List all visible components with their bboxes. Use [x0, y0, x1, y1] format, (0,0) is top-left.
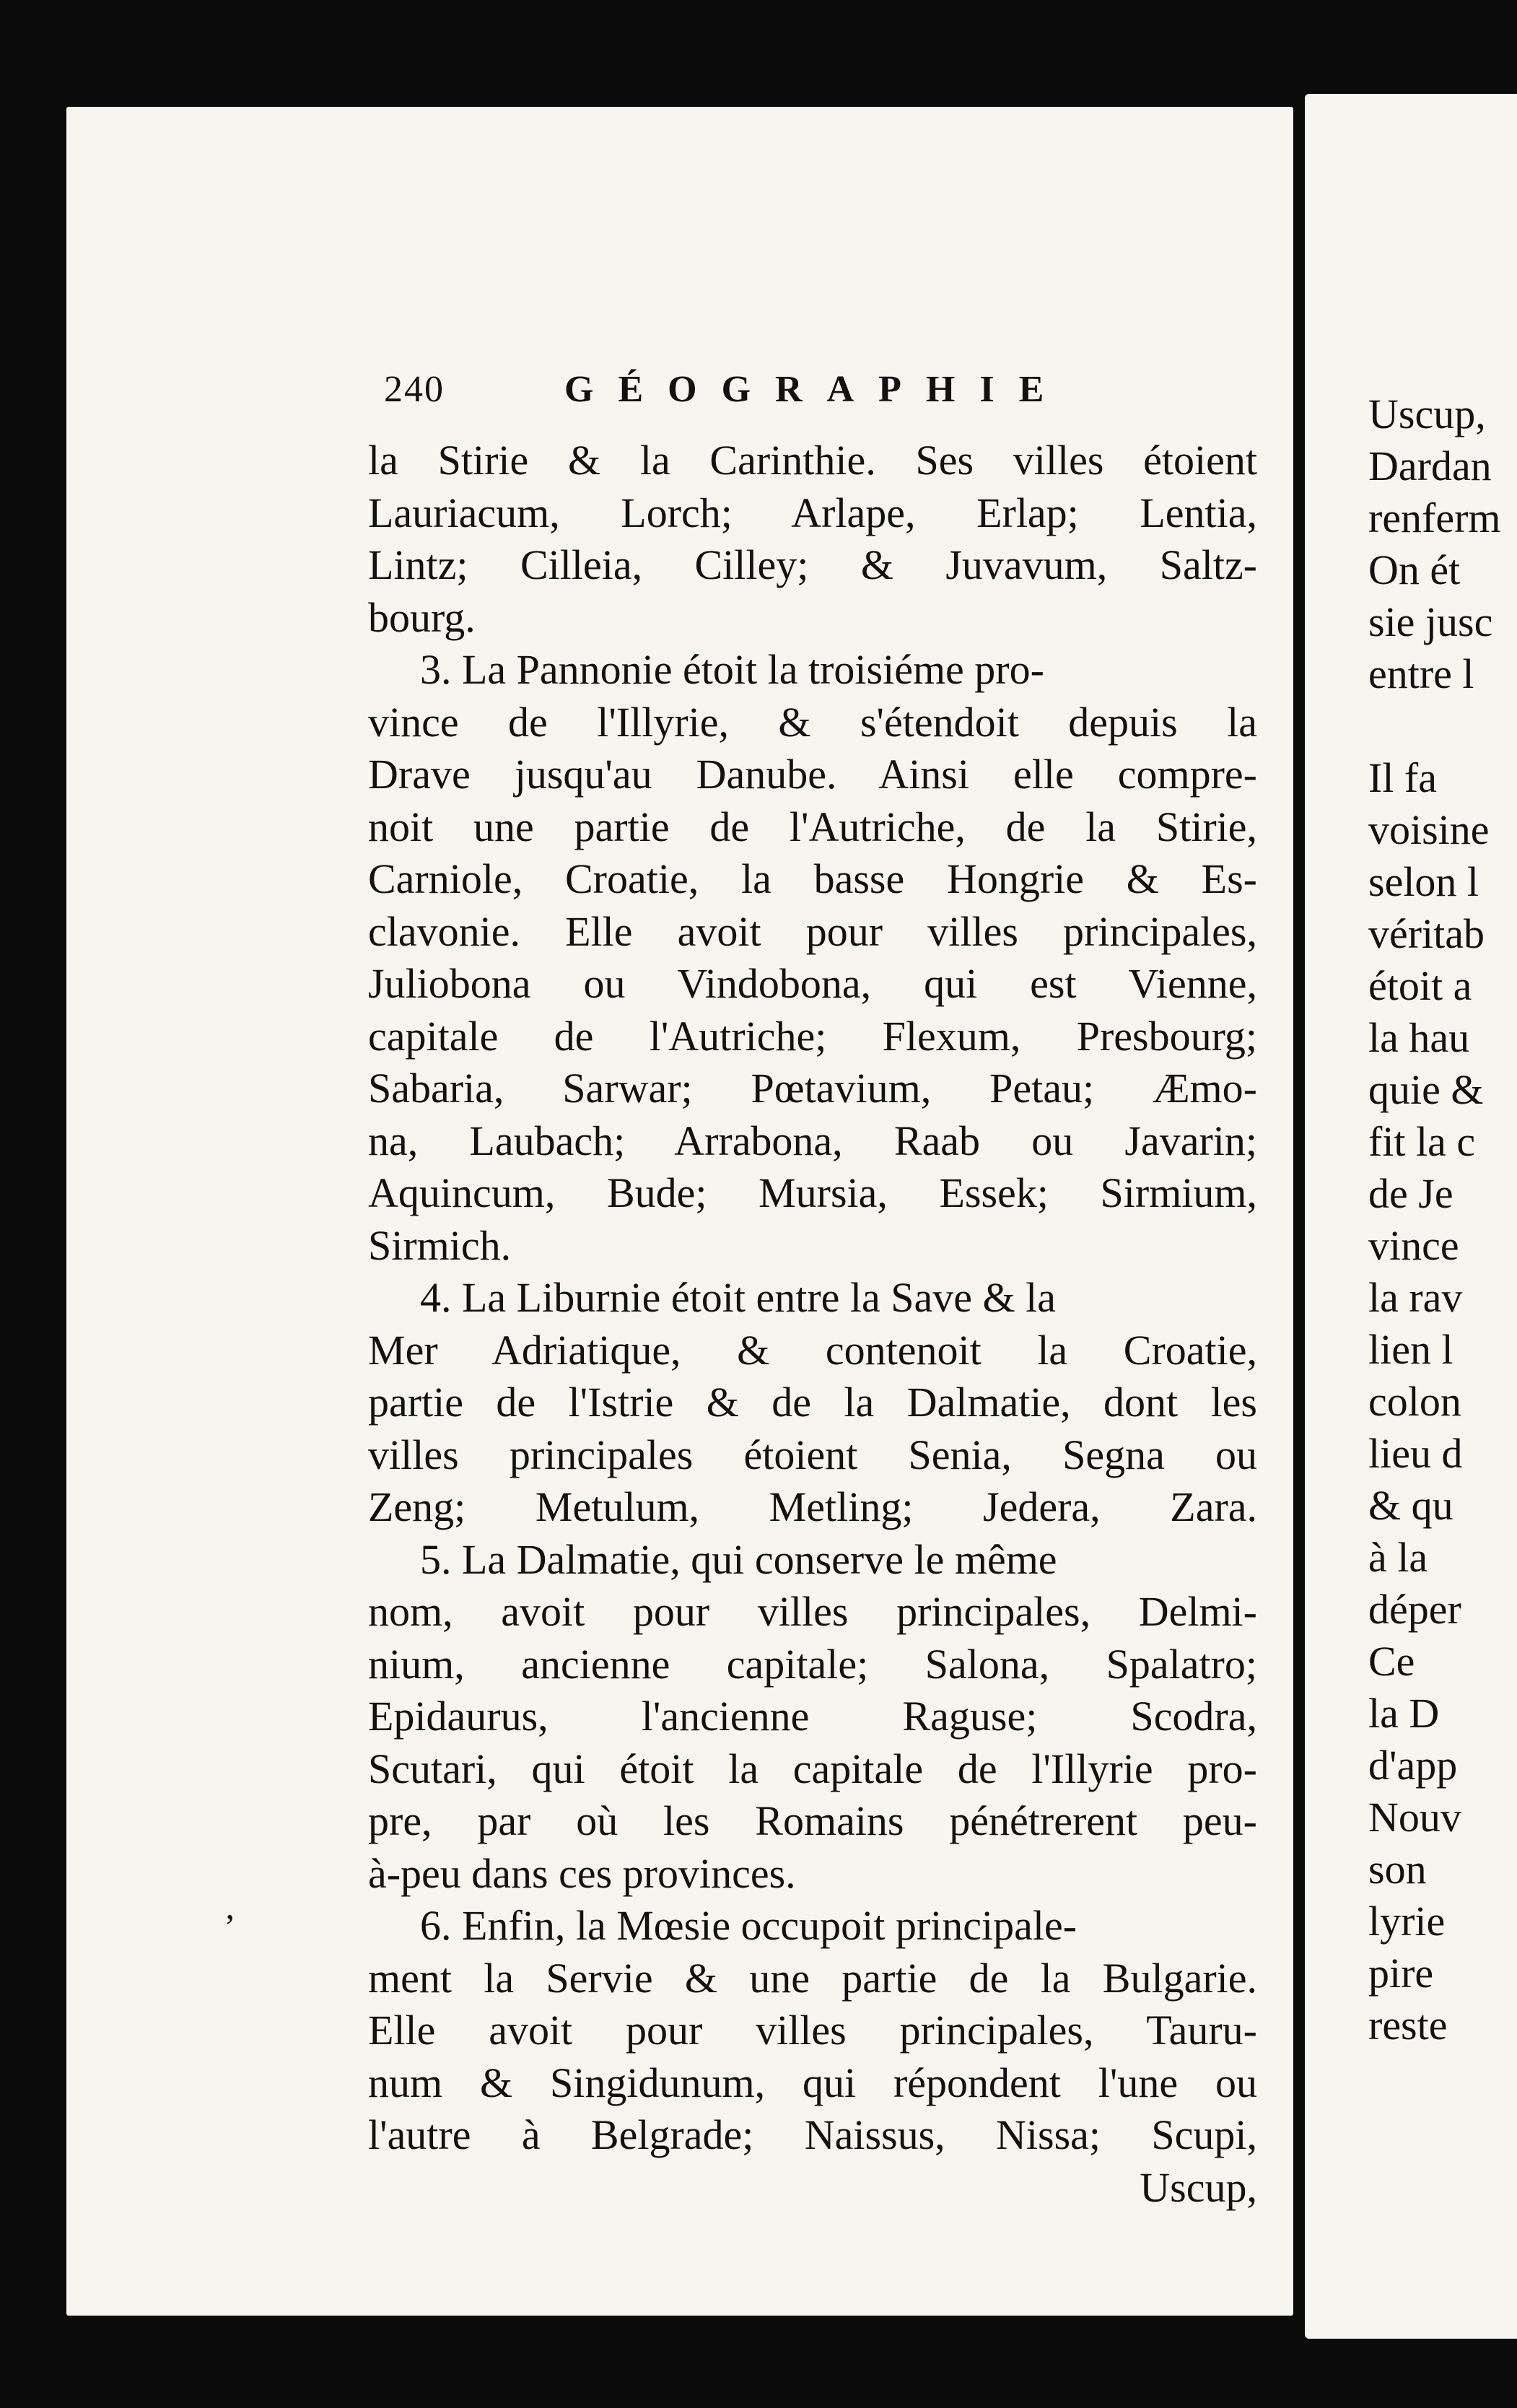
text-line: Lintz; Cilleia, Cilley; & Juvavum, Saltz-	[368, 541, 1257, 588]
text-line: la Stirie & la Carinthie. Ses villes étoient	[368, 437, 1257, 484]
text-line: villes principales étoient Senia, Segna ou	[368, 1431, 1257, 1478]
right-text-line: voisine	[1368, 806, 1490, 853]
right-text-line: & qu	[1368, 1482, 1453, 1529]
right-text-line: à la	[1368, 1534, 1428, 1581]
right-text-line: On ét	[1368, 546, 1461, 593]
text-line: Epidaurus, l'ancienne Raguse; Scodra,	[368, 1693, 1257, 1740]
right-text-line: son	[1368, 1846, 1427, 1893]
text-line: num & Singidunum, qui répondent l'une ou	[368, 2059, 1257, 2106]
text-line: Drave jusqu'au Danube. Ainsi elle compre-	[368, 751, 1257, 798]
text-line: na, Laubach; Arrabona, Raab ou Javarin;	[368, 1117, 1257, 1164]
right-text-line: déper	[1368, 1586, 1461, 1633]
text-line: capitale de l'Autriche; Flexum, Presbourg;	[368, 1012, 1257, 1060]
text-line: 4. La Liburnie étoit entre la Save & la	[420, 1274, 1056, 1321]
text-line: 3. La Pannonie étoit la troisiéme pro-	[420, 646, 1044, 693]
page-number: 240	[384, 369, 445, 410]
text-line: clavonie. Elle avoit pour villes principales,	[368, 907, 1257, 955]
right-text-line: lyrie	[1368, 1898, 1446, 1945]
page-header	[384, 368, 1106, 419]
right-text-line: véritab	[1368, 910, 1485, 957]
text-line: Elle avoit pour villes principales, Tauru-	[368, 2007, 1257, 2054]
right-page-text	[1368, 388, 1517, 2051]
text-line: l'autre à Belgrade; Naissus, Nissa; Scupi,	[368, 2111, 1257, 2158]
text-line: Scutari, qui étoit la capitale de l'Illyrie pro-	[368, 1745, 1257, 1792]
text-line: partie de l'Istrie & de la Dalmatie, dont les	[368, 1379, 1257, 1426]
text-line: Aquincum, Bude; Mursia, Essek; Sirmium,	[368, 1169, 1257, 1216]
running-head: GÉOGRAPHIE	[564, 369, 1069, 410]
text-line: nium, ancienne capitale; Salona, Spalatro;	[368, 1640, 1257, 1688]
text-line: Uscup,	[1140, 2163, 1257, 2211]
right-text-line: Nouv	[1368, 1794, 1461, 1841]
right-text-line: Uscup,	[1368, 391, 1486, 437]
text-line: 5. La Dalmatie, qui conserve le même	[420, 1535, 1057, 1583]
right-text-line	[1368, 700, 1517, 752]
text-line: Mer Adriatique, & contenoit la Croatie,	[368, 1326, 1257, 1374]
text-line: noit une partie de l'Autriche, de la Stirie,	[368, 803, 1257, 850]
right-text-line: sie jusc	[1368, 598, 1493, 645]
margin-mark: ʼ	[224, 1906, 236, 1947]
text-line: Juliobona ou Vindobona, qui est Vienne,	[368, 960, 1257, 1007]
right-text-line: de Je	[1368, 1170, 1453, 1217]
text-line: Sirmich.	[368, 1221, 512, 1269]
right-text-line: la rav	[1368, 1274, 1463, 1321]
text-line: Lauriacum, Lorch; Arlape, Erlap; Lentia,	[368, 489, 1257, 536]
right-text-line: Dardan	[1368, 442, 1492, 489]
right-text-line: entre l	[1368, 650, 1474, 697]
right-text-line: selon l	[1368, 858, 1479, 905]
text-line: vince de l'Illyrie, & s'étendoit depuis la	[368, 698, 1257, 746]
right-text-line: quie &	[1368, 1066, 1484, 1113]
text-line: bourg.	[368, 593, 476, 641]
left-page	[66, 107, 1293, 2316]
text-line: pre, par où les Romains pénétrerent peu-	[368, 1797, 1257, 1844]
text-line: Zeng; Metulum, Metling; Jedera, Zara.	[368, 1483, 1257, 1530]
right-text-line: étoit a	[1368, 962, 1472, 1009]
text-line: à-peu dans ces provinces.	[368, 1849, 796, 1897]
right-text-line: fit la c	[1368, 1118, 1476, 1165]
body-text	[368, 435, 1257, 2214]
right-text-line: la D	[1368, 1690, 1440, 1737]
right-text-line: lien l	[1368, 1326, 1453, 1373]
text-line: nom, avoit pour villes principales, Delmi-	[368, 1588, 1257, 1635]
text-line: ment la Servie & une partie de la Bulgarie.	[368, 1954, 1257, 2002]
right-text-line: pire	[1368, 1950, 1434, 1997]
right-text-line: vince	[1368, 1222, 1459, 1269]
right-text-line: lieu d	[1368, 1430, 1463, 1477]
right-text-line: colon	[1368, 1378, 1461, 1425]
right-text-line: d'app	[1368, 1742, 1458, 1789]
right-text-line: la hau	[1368, 1014, 1470, 1061]
text-line: Sabaria, Sarwar; Pœtavium, Petau; Æmo-	[368, 1065, 1257, 1112]
right-page	[1305, 94, 1517, 2339]
right-text-line: renferm	[1368, 494, 1501, 541]
text-line: 6. Enfin, la Mœsie occupoit principale-	[420, 1902, 1077, 1949]
text-line: Carniole, Croatie, la basse Hongrie & Es-	[368, 855, 1257, 902]
right-text-line: Il fa	[1368, 754, 1437, 801]
right-text-line: Ce	[1368, 1638, 1415, 1685]
right-text-line: reste	[1368, 2002, 1448, 2049]
